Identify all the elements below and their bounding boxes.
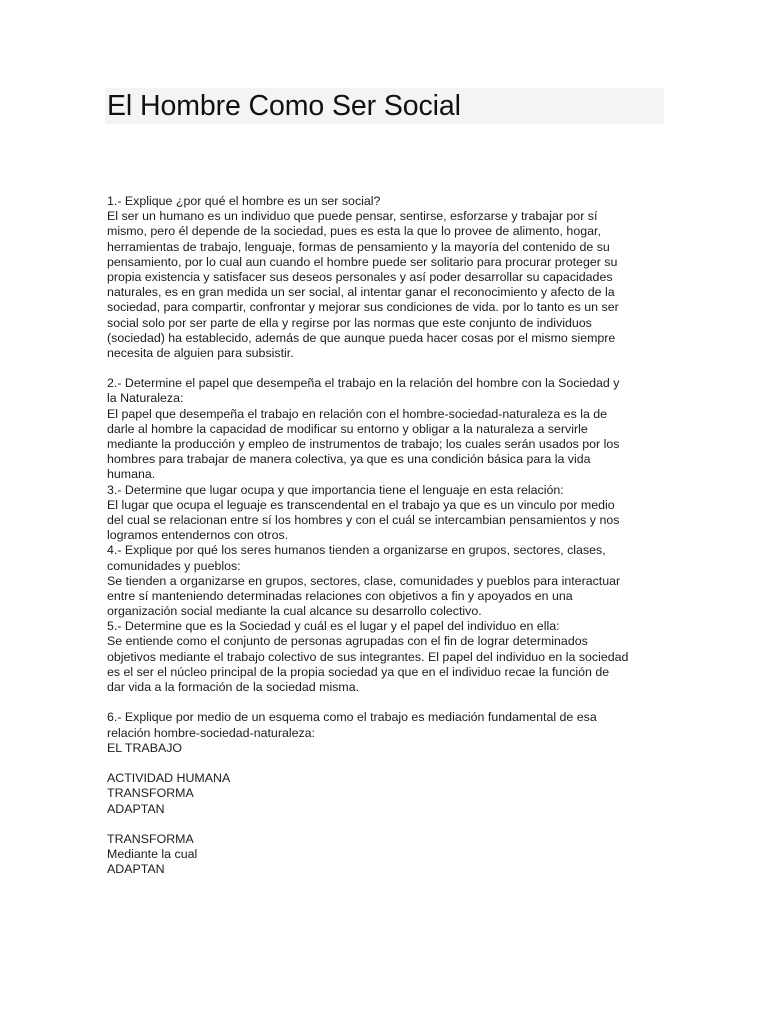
text-line: ADAPTAN <box>107 801 165 816</box>
text-line: necesita de alguien para subsistir. <box>107 345 294 360</box>
text-line: pensamiento, por lo cual aun cuando el hombre puede ser solitario para procurar proteger su <box>107 254 618 269</box>
text-line: objetivos mediante el trabajo colectivo de sus integrantes. El papel del individuo en la sociedad <box>107 649 629 664</box>
text-line: 6.- Explique por medio de un esquema como el trabajo es mediación fundamental de esa <box>107 710 597 725</box>
text-line: relación hombre-sociedad-naturaleza: <box>107 725 316 740</box>
text-line: 2.- Determine el papel que desempeña el trabajo en la relación del hombre con la Sociedad y <box>107 376 620 391</box>
text-line: mismo, pero él depende de la sociedad, pues es esta la que lo provee de alimento, hogar, <box>107 224 601 239</box>
text-line: dar vida a la formación de la sociedad misma. <box>107 680 360 694</box>
text-line: social solo por ser parte de ella y regirse por las normas que este conjunto de individuos <box>107 315 592 330</box>
text-line: 5.- Determine que es la Sociedad y cuál es el lugar y el papel del individuo en ella: <box>107 619 560 634</box>
text-line: la Naturaleza: <box>107 391 184 406</box>
text-line: Mediante la cual <box>107 847 198 862</box>
text-line: herramientas de trabajo, lenguaje, formas de pensamiento y la mayoría del contenido de su <box>107 239 610 254</box>
text-line: TRANSFORMA <box>107 831 194 846</box>
text-line: mediante la producción y empleo de instrumentos de trabajo; los cuales serán usados por los <box>107 437 620 451</box>
text-line: darle al hombre la capacidad de modificar su entorno y obligar a la naturaleza a servirle <box>107 421 588 436</box>
paragraph-gap <box>107 817 667 832</box>
text-line: organización social mediante la cual alcance su desarrollo colectivo. <box>107 604 482 619</box>
text-line: comunidades y pueblos: <box>107 558 241 573</box>
text-line: propia existencia y satisfacer sus deseos personales y así poder desarrollar su capacidades <box>107 269 613 284</box>
text-line: El lugar que ocupa el leguaje es transcendental en el trabajo ya que es un vinculo por medio <box>107 497 615 512</box>
text-line: entre sí manteniendo determinadas relaciones con objetivos a fin y apoyados en una <box>107 588 573 603</box>
text-line: El papel que desempeña el trabajo en relación con el hombre-sociedad-naturaleza es la de <box>107 406 608 421</box>
text-line: 4.- Explique por qué los seres humanos tienden a organizarse en grupos, sectores, clases, <box>107 543 606 558</box>
paragraph-gap <box>107 756 667 771</box>
document-body <box>107 194 667 877</box>
text-line: naturales, es en gran medida un ser social, al intentar ganar el reconocimiento y afecto de la <box>107 285 615 300</box>
text-line: sociedad, para compartir, confrontar y mejorar sus condiciones de vida. por lo tanto es un ser <box>107 300 619 315</box>
text-line: logramos entendernos con otros. <box>107 528 289 543</box>
text-line: hombres para trabajar de manera colectiva, ya que es una condición básica para la vida <box>107 452 591 467</box>
text-line: 3.- Determine que lugar ocupa y que importancia tiene el lenguaje en esta relación: <box>107 482 564 497</box>
text-line: humana. <box>107 467 156 482</box>
text-line: Se entiende como el conjunto de personas agrupadas con el fin de lograr determinados <box>107 634 588 649</box>
text-line: 1.- Explique ¿por qué el hombre es un ser social? <box>107 194 381 208</box>
text-line: es el ser el núcleo principal de la propia sociedad ya que en el individuo recae la función de <box>107 664 610 679</box>
text-line: ACTIVIDAD HUMANA <box>107 771 231 786</box>
paragraph-gap <box>107 361 667 376</box>
paragraph-gap <box>107 695 667 710</box>
page-title: El Hombre Como Ser Social <box>107 90 461 122</box>
text-line: del cual se relacionan entre sí los hombres y con el cuál se intercambian pensamientos y nos <box>107 512 620 527</box>
text-line: ADAPTAN <box>107 862 165 877</box>
text-line: Se tienden a organizarse en grupos, sectores, clase, comunidades y pueblos para interactuar <box>107 573 621 588</box>
text-line: EL TRABAJO <box>107 740 183 755</box>
text-line: (sociedad) ha establecido, además de que aunque pueda hacer cosas por el mismo siempre <box>107 330 616 345</box>
text-line: TRANSFORMA <box>107 786 194 801</box>
text-line: El ser un humano es un individuo que puede pensar, sentirse, esforzarse y trabajar por sí <box>107 209 598 224</box>
